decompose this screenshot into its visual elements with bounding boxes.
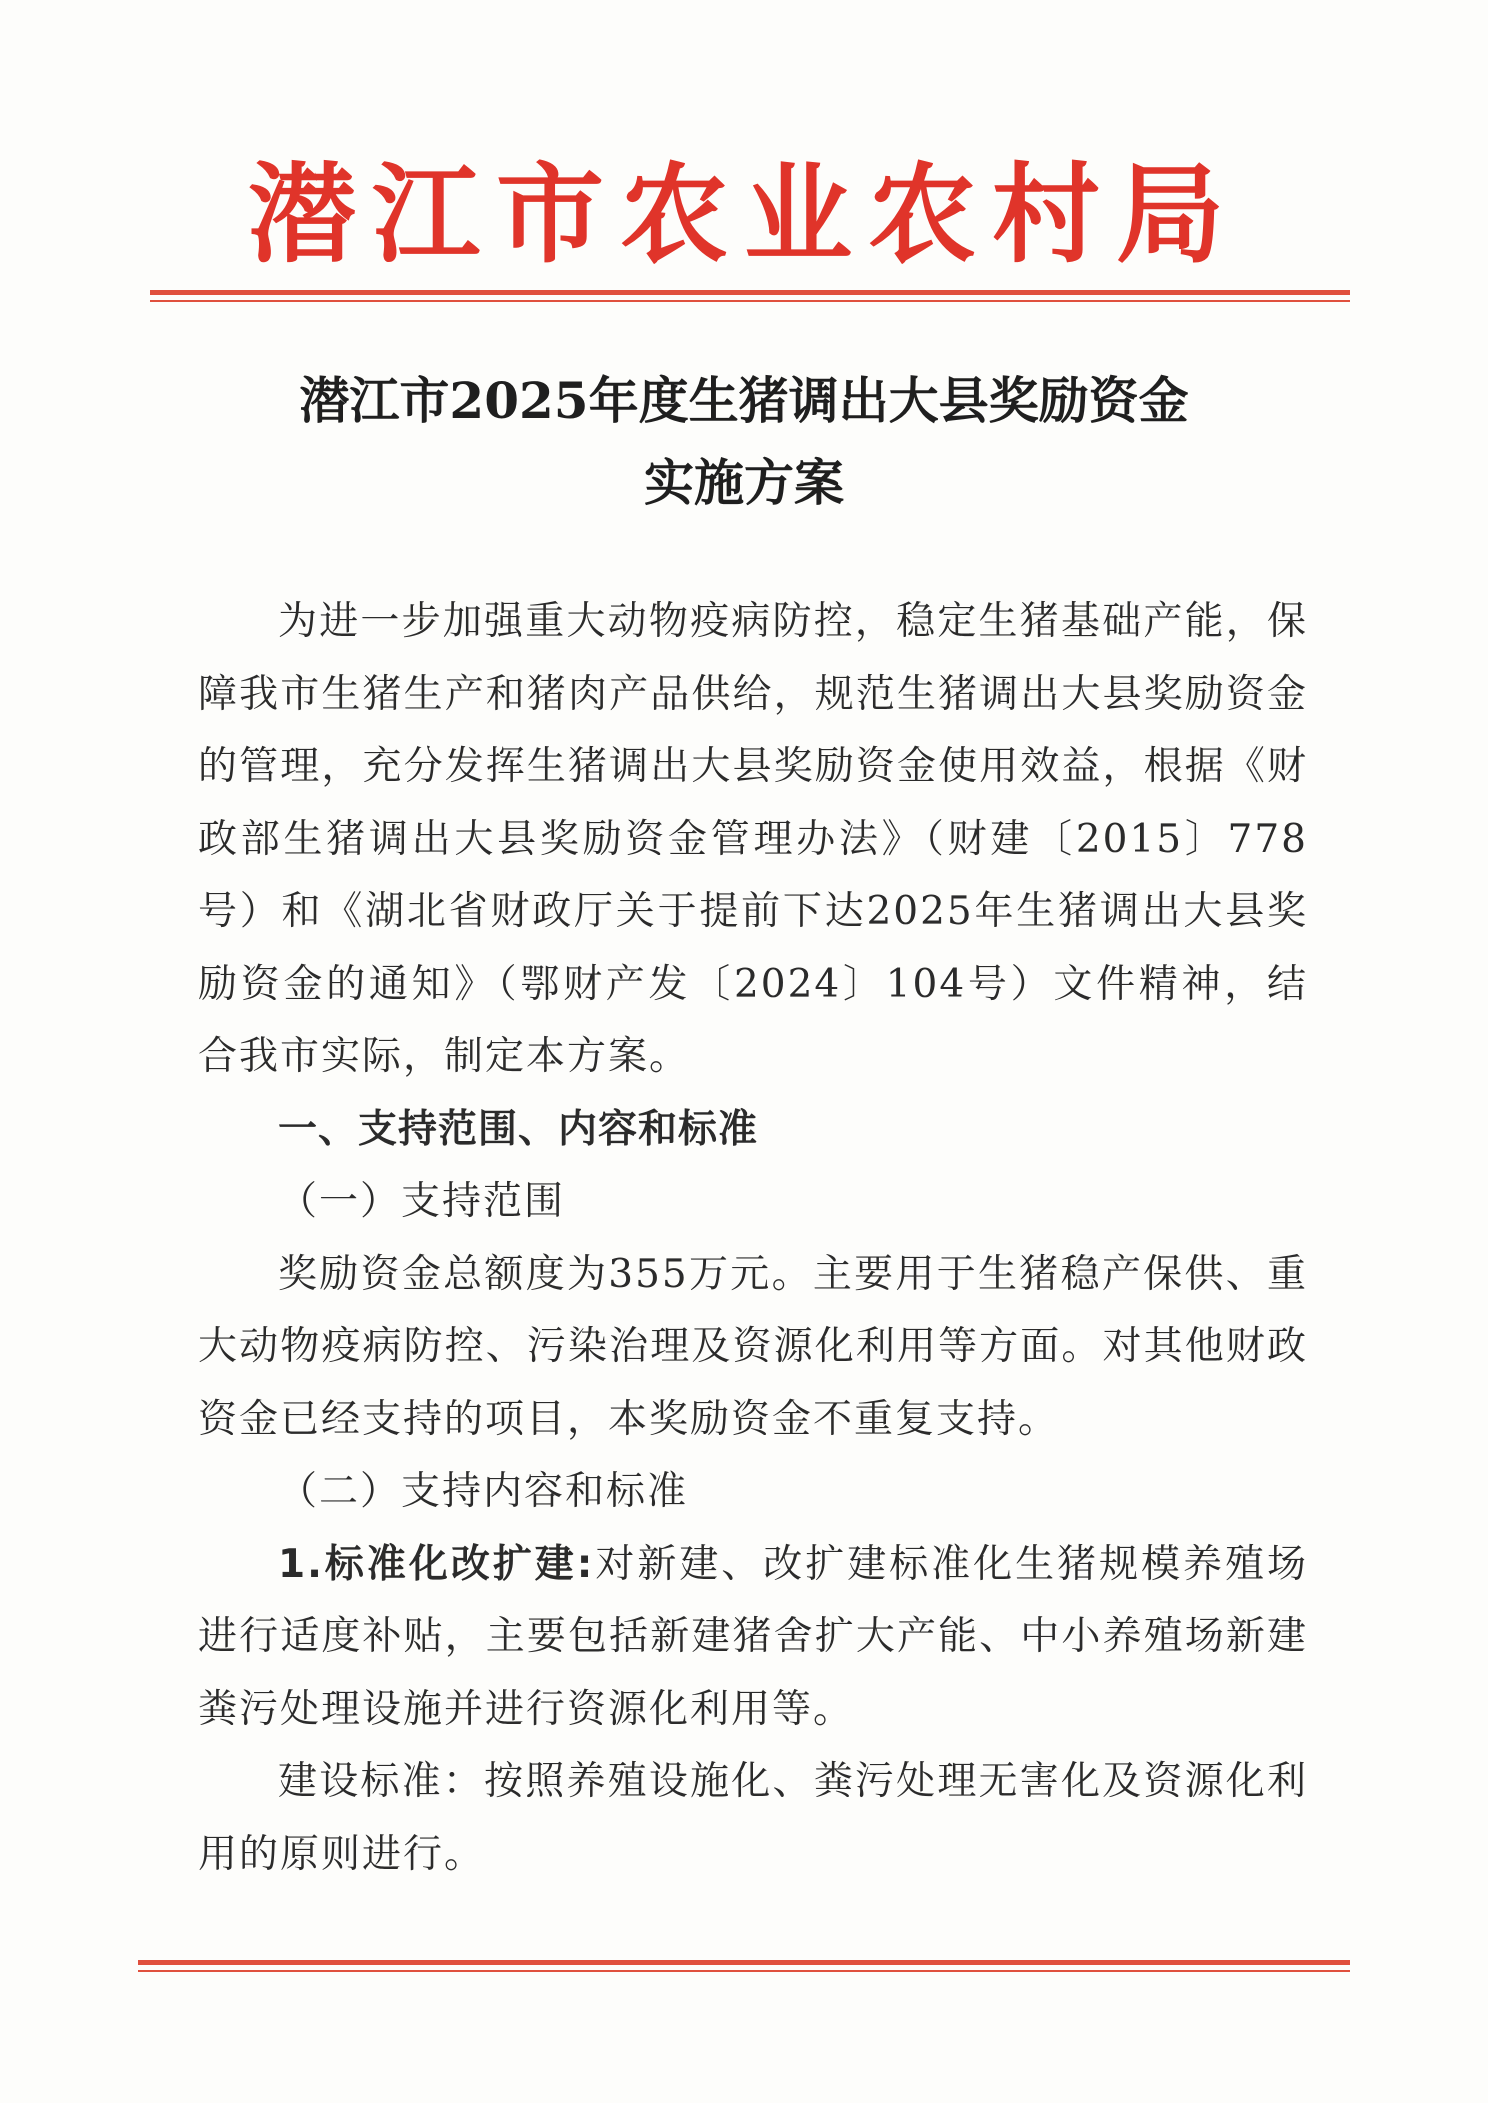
intro-paragraph: 为进一步加强重大动物疫病防控，稳定生猪基础产能，保障我市生猪生产和猪肉产品供给，规范生猪调出大县奖励资金的管理，充分发挥生猪调出大县奖励资金使用效益，根据《财政部生猪调出大县奖励资金管理办法》（财建〔2015〕778号）和《湖北省财政厅关于提前下达2025年生猪调出大县奖励资金的通知》（鄂财产发〔2024〕104号）文件精神，结合我市实际，制定本方案。	[198, 599, 1308, 1079]
subsection-1-heading: （一）支持范围	[278, 1179, 566, 1224]
title-line-1: 潜江市2025年度生猪调出大县奖励资金	[299, 371, 1189, 430]
title-line-2: 实施方案	[644, 453, 844, 512]
item-1-standard-paragraph: 建设标准：按照养殖设施化、粪污处理无害化及资源化利用的原则进行。	[198, 1759, 1308, 1877]
item-1-lead: 1.标准化改扩建:	[278, 1541, 595, 1587]
subsection-1-paragraph: 奖励资金总额度为355万元。主要用于生猪稳产保供、重大动物疫病防控、污染治理及资源化利用等方面。对其他财政资金已经支持的项目，本奖励资金不重复支持。	[198, 1251, 1308, 1442]
agency-header: 潜江市农业农村局	[247, 152, 1240, 278]
subsection-2-heading: （二）支持内容和标准	[278, 1469, 689, 1514]
section-1-heading: 一、支持范围、内容和标准	[278, 1106, 759, 1152]
document-body	[198, 586, 1308, 1891]
header-red-rule	[150, 290, 1350, 302]
footer-red-rule	[138, 1960, 1350, 1972]
document-title	[0, 360, 1488, 524]
item-1-text: 对新建、改扩建标准化生猪规模养殖场进行适度补贴，主要包括新建猪舍扩大产能、中小养殖场新建粪污处理设施并进行资源化利用等。	[198, 1541, 1308, 1732]
item-1-paragraph	[198, 1529, 1308, 1747]
